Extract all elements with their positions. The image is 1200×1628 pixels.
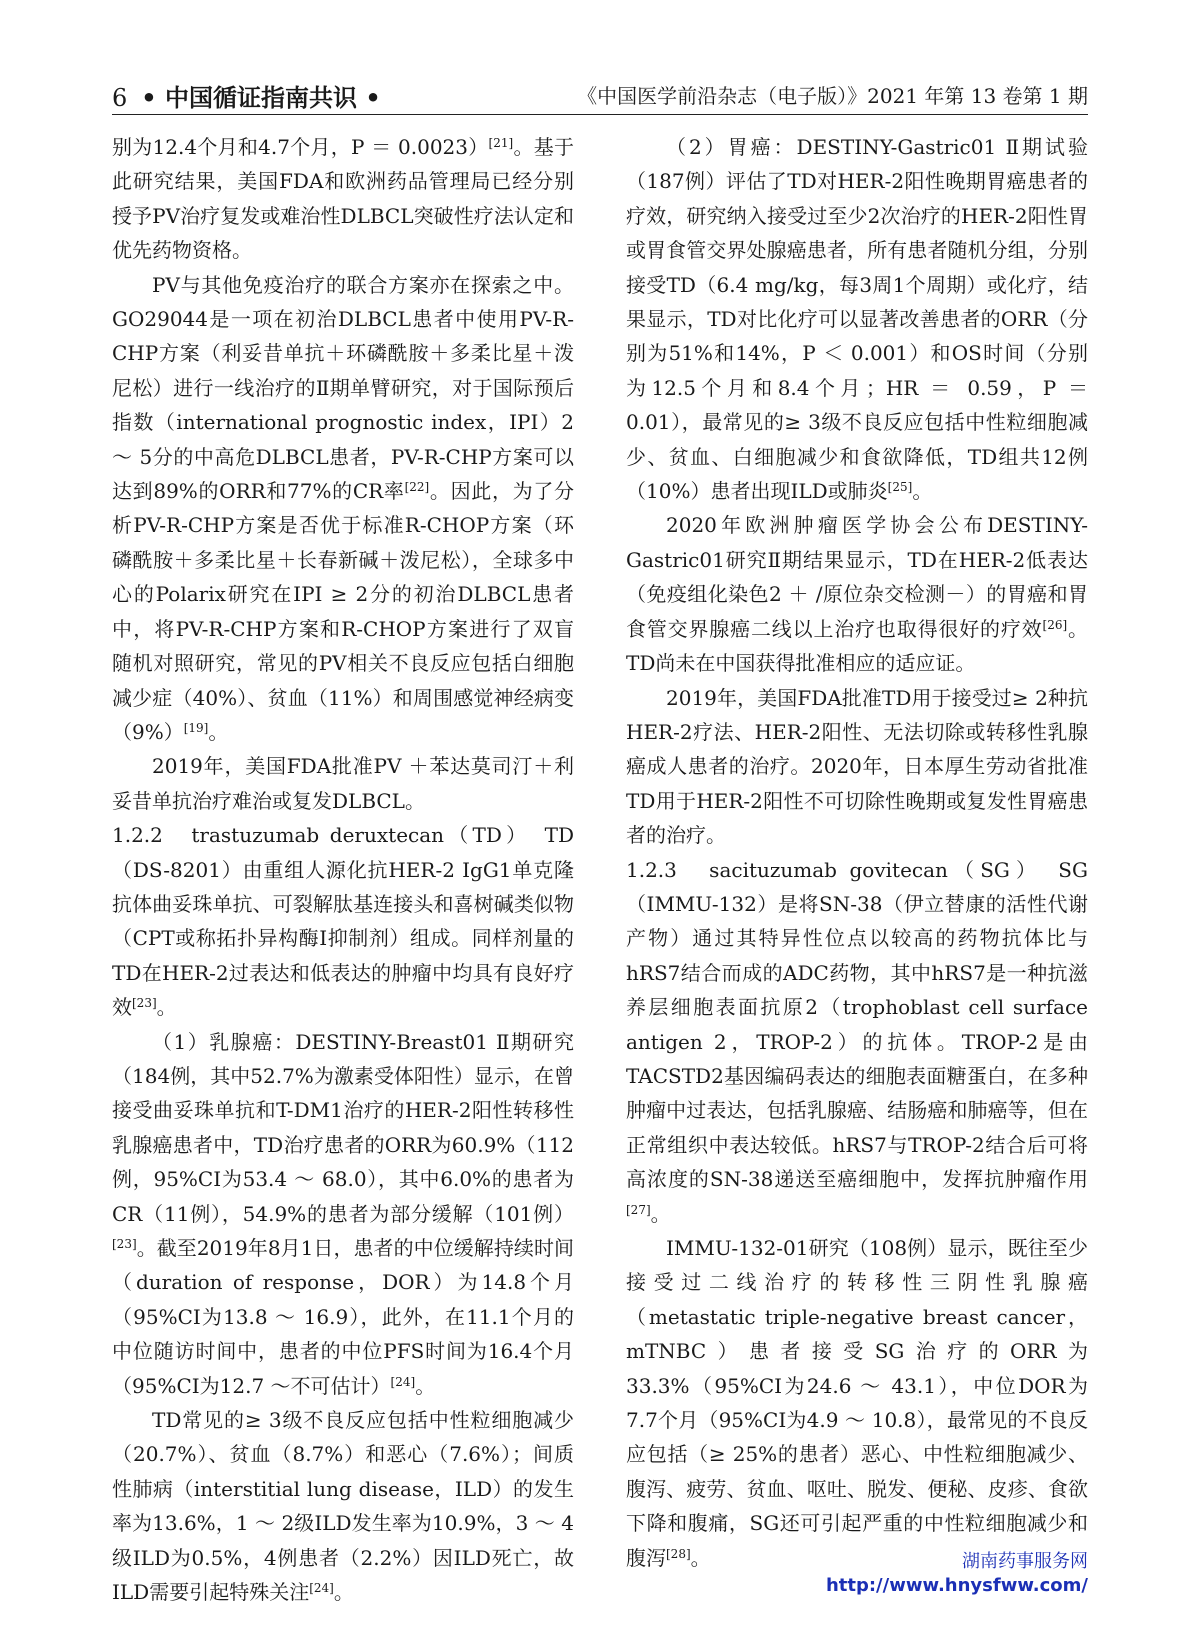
paragraph: 别为12.4个月和4.7个月，P ＝ 0.0023）[21]。基于此研究结果，美国FDA和欧洲药品管理局已经分别授予PV治疗复发或难治性DLBCL突破性疗法认定和优先药物资格。 xyxy=(112,135,574,263)
right-column xyxy=(626,130,1088,1575)
citation-ref: [28] xyxy=(666,1546,691,1561)
citation-ref: [24] xyxy=(309,1581,334,1596)
page-header xyxy=(112,74,1088,115)
paragraph: 2019年，美国FDA批准PV ＋苯达莫司汀＋利妥昔单抗治疗难治或复发DLBCL。 xyxy=(112,754,574,813)
paragraph: 2020年欧洲肿瘤医学协会公布DESTINY-Gastric01研究Ⅱ期结果显示，TD在HER-2低表达（免疫组化染色2 ＋ /原位杂交检测－）的胃癌和胃食管交界腺癌二线以上治疗也取得很好的疗效[26]。TD尚未在中国获得批准相应的适应证。 xyxy=(626,513,1089,676)
citation-ref: [26] xyxy=(1042,617,1068,632)
citation-ref: [25] xyxy=(887,480,913,495)
site-name: 湖南药事服务网 xyxy=(962,1551,1088,1572)
site-url: http://www.hnysfww.com/ xyxy=(825,1575,1088,1596)
paragraph: （1）乳腺癌：DESTINY-Breast01 Ⅱ期研究（184例，其中52.7%为激素受体阳性）显示，在曾接受曲妥珠单抗和T-DM1治疗的HER-2阳性转移性乳腺癌患者中，TD治疗患者的ORR为60.9%（112例，95%CI为53.4 ～ 68.0），其中6.0%的患者为CR（11例），54.9%的患者为部分缓解（101例）[23]。截至2019年8月1日，患者的中位缓解持续时间（duration of response，DOR）为14.8个月（95%CI为13.8 ～ 16.9），此外，在11.1个月的中位随访时间中，患者的中位PFS时间为16.4个月（95%CI为12.7 ～不可估计）[24]。 xyxy=(112,1029,574,1398)
citation-ref: [19] xyxy=(183,720,209,735)
citation-ref: [21] xyxy=(488,136,514,150)
citation-ref: [27] xyxy=(626,1202,651,1217)
paragraph: PV与其他免疫治疗的联合方案亦在探索之中。GO29044是一项在初治DLBCL患者中使用PV-R-CHP方案（利妥昔单抗＋环磷酰胺＋多柔比星＋泼尼松）进行一线治疗的Ⅱ期单臂研究，对于国际预后指数（international prognostic index，IPI）2 ～ 5分的中高危DLBCL患者，PV-R-CHP方案可以达到89%的ORR和77%的CR率[22]。因此，为了分析PV-R-CHP方案是否优于标准R-CHOP方案（环磷酰胺＋多柔比星＋长春新碱＋泼尼松），全球多中心的Polarix研究在IPI ≥ 2分的初治DLBCL患者中，将PV-R-CHP方案和R-CHOP方案进行了双盲随机对照研究，常见的PV相关不良反应包括白细胞减少症（40%）、贫血（11%）和周围感觉神经病变（9%）[19]。 xyxy=(112,272,575,744)
subsection-paragraph: 1.2.3 sacituzumab govitecan（SG） SG（IMMU-132）是将SN-38（伊立替康的活性代谢产物）通过其特异性位点以较高的药物抗体比与hRS7结合而成的ADC药物，其中hRS7是一种抗滋养层细胞表面抗原2（trophoblast cell surface antigen 2，TROP-2）的抗体。TROP-2是由TACSTD2基因编码表达的细胞表面糖蛋白，在多种肿瘤中过表达，包括乳腺癌、结肠癌和肺癌等，但在正常组织中表达较低。hRS7与TROP-2结合后可将高浓度的SN-38递送至癌细胞中，发挥抗肿瘤作用[27]。 xyxy=(626,857,1088,1226)
header-left xyxy=(112,78,381,113)
footer-watermark xyxy=(826,1550,1088,1598)
citation-ref: [22] xyxy=(404,480,430,495)
paragraph: （2）胃癌：DESTINY-Gastric01 Ⅱ期试验（187例）评估了TD对HER-2阳性晚期胃癌患者的疗效，研究纳入接受过至少2次治疗的HER-2阳性胃或胃食管交界处腺癌患者，所有患者随机分组，分别接受TD（6.4 mg/kg，每3周1个周期）或化疗，结果显示，TD对比化疗可以显著改善患者的ORR（分别为51%和14%，P ＜ 0.001）和OS时间（分别为12.5个月和8.4个月；HR ＝ 0.59，P ＝ 0.01），最常见的≥ 3级不良反应包括中性粒细胞减少、贫血、白细胞减少和食欲降低，TD组共12例（10%）患者出现ILD或肺炎[25]。 xyxy=(626,135,1088,504)
journal-info: 《中国医学前沿杂志（电子版）》2021 年第 13 卷第 1 期 xyxy=(577,84,1088,108)
citation-ref: [23] xyxy=(132,996,157,1011)
left-column xyxy=(112,130,574,1609)
paragraph: 2019年，美国FDA批准TD用于接受过≥ 2种抗HER-2疗法、HER-2阳性、无法切除或转移性乳腺癌成人患者的治疗。2020年，日本厚生劳动省批准TD用于HER-2阳性不可切除性晚期或复发性胃癌患者的治疗。 xyxy=(626,685,1088,848)
paragraph: TD常见的≥ 3级不良反应包括中性粒细胞减少（20.7%）、贫血（8.7%）和恶心（7.6%）；间质性肺病（interstitial lung disease，ILD）的发生率为13.6%，1 ～ 2级ILD发生率为10.9%，3 ～ 4级ILD为0.5%，4例患者（2.2%）因ILD死亡，故ILD需要引起特殊关注[24]。 xyxy=(112,1408,574,1605)
citation-ref: [23] xyxy=(112,1237,137,1251)
citation-ref: [24] xyxy=(390,1374,416,1389)
subsection-paragraph: 1.2.2 trastuzumab deruxtecan（TD） TD（DS-8201）由重组人源化抗HER-2 IgG1单克隆抗体曲妥珠单抗、可裂解肽基连接头和喜树碱类似物（CPT或称拓扑异构酶Ⅰ抑制剂）组成。同样剂量的TD在HER-2过表达和低表达的肿瘤中均具有良好疗效[23]。 xyxy=(112,823,574,1020)
page-number: 6 xyxy=(112,84,128,112)
section-title: • 中国循证指南共识 • xyxy=(141,84,381,112)
paragraph: IMMU-132-01研究（108例）显示，既往至少接受过二线治疗的转移性三阴性乳腺癌（metastatic triple-negative breast cancer，mTNBC）患者接受SG治疗的ORR为33.3%（95%CI为24.6 ～ 43.1），中位DOR为7.7个月（95%CI为4.9 ～ 10.8），最常见的不良反应包括（≥ 25%的患者）恶心、中性粒细胞减少、腹泻、疲劳、贫血、呕吐、脱发、便秘、皮疹、食欲下降和腹痛，SG还可引起严重的中性粒细胞减少和腹泻[28]。 xyxy=(626,1236,1088,1570)
